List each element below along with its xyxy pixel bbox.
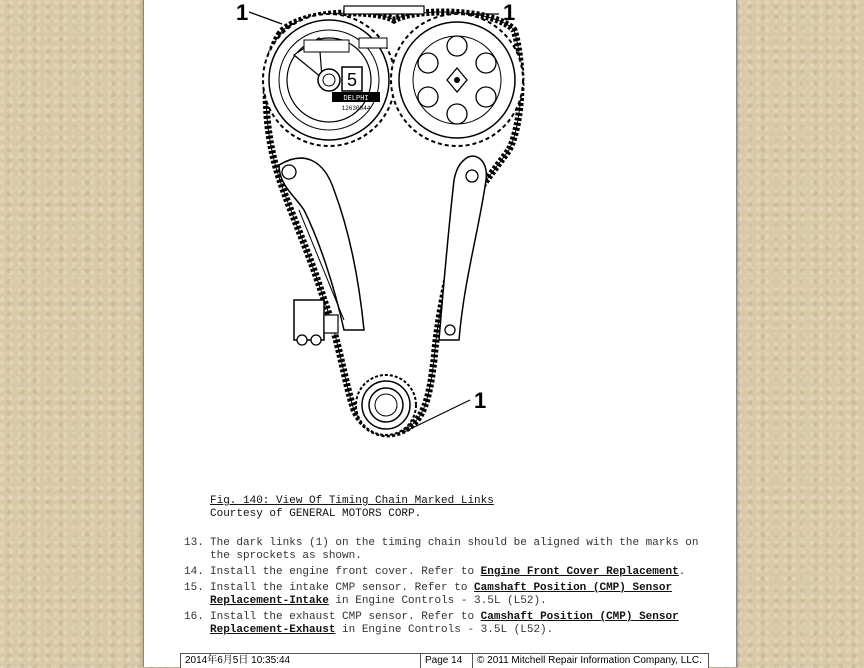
footer-copyright: © 2011 Mitchell Repair Information Company, LLC.: [472, 654, 708, 668]
reference-link[interactable]: Camshaft Position (CMP) Sensor Replacement-Exhaust: [210, 611, 679, 636]
step-text: Install the engine front cover. Refer to: [210, 566, 481, 578]
reference-link[interactable]: Camshaft Position (CMP) Sensor Replacement-Intake: [210, 582, 673, 607]
step-text: Install the intake CMP sensor. Refer to: [210, 582, 475, 594]
step-number: 16.: [184, 611, 204, 623]
timing-chain-figure: [224, 0, 584, 455]
step-text: Install the exhaust CMP sensor. Refer to: [210, 611, 481, 623]
sprocket-part-number: 12630044: [341, 105, 371, 112]
procedure-step: [168, 566, 713, 579]
step-text: The dark links (1) on the timing chain should be aligned with the marks on the sprockets as shown.: [210, 537, 699, 562]
exhaust-sprocket: [391, 14, 523, 146]
step-text: in Engine Controls - 3.5L (L52).: [328, 595, 547, 607]
callout-label: 1: [236, 0, 249, 25]
step-text: in Engine Controls - 3.5L (L52).: [335, 624, 554, 636]
footer-datetime: 2014年6月5日 10:35:44: [185, 655, 291, 666]
figure-title[interactable]: Fig. 140: View Of Timing Chain Marked Links: [210, 495, 494, 507]
timing-chain-illustration: [224, 0, 584, 455]
procedure-step: [168, 611, 713, 637]
procedure-steps: [168, 537, 713, 640]
sprocket-number: 5: [346, 70, 358, 90]
document-page: [143, 0, 737, 667]
callout-label: 1: [503, 0, 516, 25]
intake-sprocket: [263, 14, 395, 146]
step-number: 15.: [184, 582, 204, 594]
callout-label: 1: [474, 388, 487, 413]
procedure-step: [168, 537, 713, 563]
crankshaft-sprocket: [356, 375, 416, 435]
step-number: 14.: [184, 566, 204, 578]
reference-link[interactable]: Engine Front Cover Replacement: [480, 566, 679, 578]
step-text: .: [678, 566, 686, 578]
right-chain-guide: [439, 156, 486, 340]
step-number: 13.: [184, 537, 204, 549]
page-footer: [180, 653, 709, 668]
chain-tensioner: [294, 300, 338, 345]
procedure-step: [168, 582, 713, 608]
figure-courtesy: Courtesy of GENERAL MOTORS CORP.: [210, 508, 422, 520]
figure-caption: [210, 495, 494, 521]
sprocket-brand: DELPHI: [343, 95, 369, 103]
footer-page-number: Page 14: [420, 654, 472, 668]
